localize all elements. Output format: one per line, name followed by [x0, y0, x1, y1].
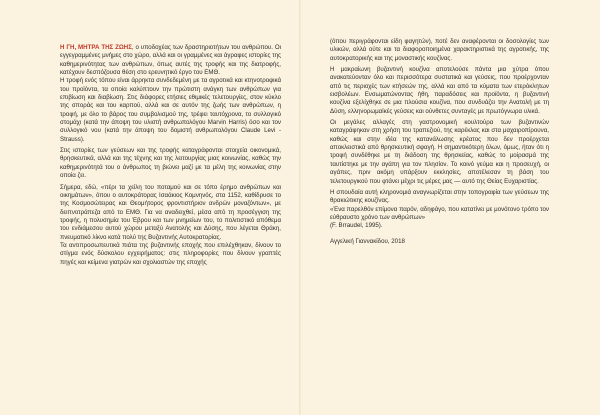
left-paragraph-1 [60, 44, 281, 77]
quote-citation: (F. Brraudel, 1995). [330, 222, 383, 230]
right-paragraph-1: (όπου περιγράφονται είδη φαγητών), ποτέ δεν αναφέρονται οι δοσολογίες των υλικών, αλλά ούτε και τα διαφοροποιημένα χαρακτηριστικά της αγροτικής, της αυτοκρατορικής και της μοναστικής κουζίνας. [330, 38, 549, 62]
left-paragraph-3: Στις ιστορίες των γεύσεων και της τροφής καταγράφονται στοιχεία οικονομικά, θρησκευτικά, αλλά και της τέχνης και της λειτουργίας μιας κοινωνίας, καθώς την καθημερινότητά του ο άνθρωπος τη βιώνει μαζί με τα μέλη της κοινωνίας στην οποία ζει. [60, 147, 281, 180]
left-paragraph-1-text: , ο υποδοχέας των δραστηριοτήτων του ανθρώπου. Οι εγγεγραμμένες μνήμες στο χώρο, αλλά και οι γραμμένες και άγραφες ιστορίες της καθημερινότητας των ανθρώπων, όπως αυτές της τροφής και της διατροφής, κατέχουν δεσπόζουσα θέση στο ερευνητικό έργο του ΕΜΘ. [60, 44, 281, 77]
left-column [60, 44, 281, 267]
left-paragraph-5: Τα αντιπροσωπευτικά πιάτα της βυζαντινής εποχής που επιλέχθηκαν, δίνουν το στίγμα ενός δύσκολου εγχειρήματος: στις πληροφορίες που δίνουν γραπτές πηγές και κείμενα γιατρών και σχολιαστών της εποχής [60, 241, 281, 266]
spine-shadow [299, 0, 301, 415]
lead-heading: Η ΓΗ, ΜΗΤΡΑ ΤΗΣ ΖΩΗΣ [60, 44, 132, 51]
author-signature: Αγγελική Γιαννακίδου, 2018 [330, 237, 405, 245]
right-column [330, 38, 549, 246]
right-paragraph-3: Οι μεγάλες αλλαγές στη γαστρονομική κουλτούρα των βυζαντινών καταγράφηκαν στη χρήση του τραπεζιού, της καρέκλας και στα μαχαιροπίρουνα, καθώς και στην ιδέα της κατανάλωσης κρέατος που δεν προέρχεται αποκλειστικά από θρησκευτική σφαγή. Η σημαντικότερη όλων, όμως, ήταν ότι η τροφή συνδέθηκε με τη διάδοση της θρησκείας, καθώς το μοίρασμά της ταυτίστηκε με την αγάπη για τον πλησίον. Το κοινό γεύμα και η προσευχή, οι αγάπες, πριν ακόμη υπάρξουν εκκλησίες, αποτέλεσαν τη βάση του τελετουργικού που φτάνει μέχρι τις μέρες μας — αυτό της Θείας Ευχαριστίας. [330, 119, 549, 185]
quote: «Ένα παρελθόν επίμονα παρόν, αδηφάγο, που κατατίνει με μονότονο τρόπο τον εύθραυστο χρόνο των ανθρώπων» [330, 205, 549, 221]
right-paragraph-2: Η μακραίωνη βυζαντινή κουζίνα αποτελούσε πάντα μια χύτρα όπου ανακατεύονταν όλο και περισσότερα συστατικά και γεύσεις, που προέρχονταν από τις περιοχές των κτήσεών της, αλλά και από τα κύματα των ετερόκλητων εισβολέων. Ενσωματώνοντας ήθη, παραδόσεις και προϊόντα, η βυζαντινή κουζίνα εξελίχθηκε σε μια πλούσια κουζίνα, που συνδυάζει την Ανατολή με τη Δύση, ελληνορωμαϊκές γεύσεις και ούνθετες συνταγές με πρωτόγνωρα υλικά. [330, 66, 549, 115]
left-paragraph-2: Η τροφή ενός τόπου είναι άρρηκτα συνδεδεμένη με τα αγροτικά και κτηνοτροφικά του προϊόντα, τα οποία καλύπτουν την πρώτιστη ανάγκη των ανθρώπων για επιβίωση και διαβίωση. Στις διάφορες ετήσιες εθιμικές τελετουργίες, στον κύκλο της σποράς και του καρπού, αλλά και σε αυτόν της ζωής των ανθρώπων, η τροφή, με όλο το βάρος του συμβολισμού της, τρέφει ταυτόχρονα, το συλλογικό στομάχι (κατά την άποψη του υλιστή ανθρωπολόγου Marvin Harris) όσο και τον συλλογικό νου (κατά την άποψη του δομιστή ανθρωπολόγου Claude Levi - Strauss). [60, 77, 281, 143]
right-paragraph-4: Η σπουδαία αυτή κληρονομιά αναγνωρίζεται στην τοπογραφία των γεύσεων της θρακιώτικης κουζίνας. [330, 188, 549, 205]
left-paragraph-4: Σήμερα, εδώ, «πέρι τα χείλη του ποταμού και σε τόπο έρημο ανθρώπων και οικημάτων», όπου ο αυτοκράτορας Ισαάκιος Κομνηνός, στα 1152, καθίδρυσε το της Κοσμοσώτειρας και Θεομήτορος φροντιστήριον ανδρών μοναζόντων», με δειπνοτράπεζα από το ΕΜΘ. Για να αναδειχθεί, μέσα από τη προσέγγιση της τροφής, η πολυσημία του Έβρου και των μνημείων του, το πολιτιστικό απόθεμα του ενδιάμεσου αυτού χώρου μεταξύ Ανατολής και Δύσης, που λέγεται Θράκη, πνευματικό λίκνο κατά πολύ της Βυζαντινής Αυτοκρατορίας. [60, 183, 281, 241]
